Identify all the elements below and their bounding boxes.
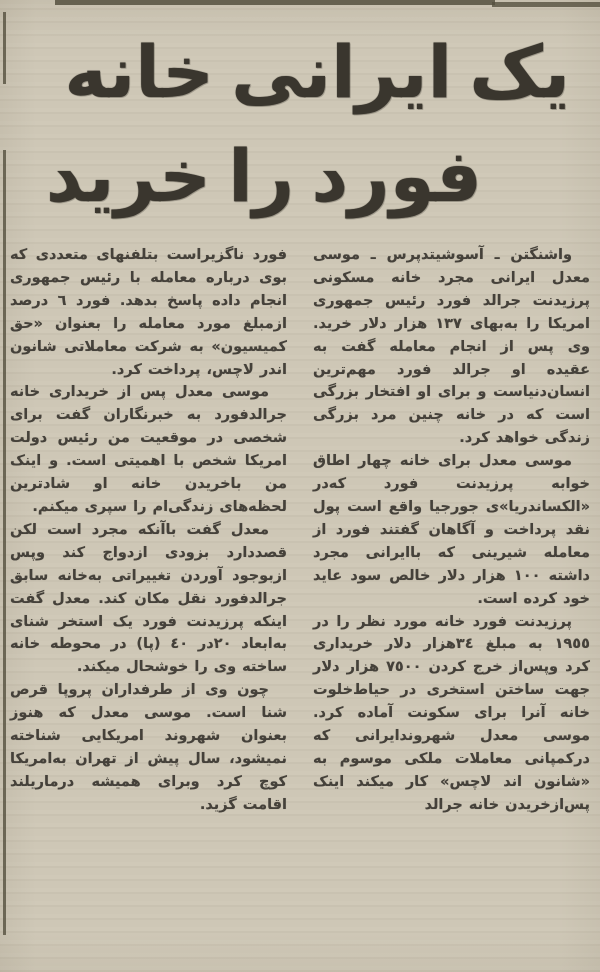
- article-body: [10, 244, 590, 817]
- left-column-rule-upper: [3, 12, 6, 84]
- headline-line-2: فورد را خرید: [45, 134, 482, 218]
- article-paragraph-continuation: فورد ناگزیراست بتلفنهای متعددی که بوی درباره معامله با رئیس جمهوری انجام داده پاسخ بدهد. فورد ٦ درصد ازمبلغ مورد معامله را بعنوان «حق کمیسیون» به شرکت معاملاتی شانون اندر لاچس، پرداخت کرد.: [10, 247, 287, 378]
- article-column-left: [10, 244, 287, 817]
- article-paragraph: معدل گفت باآنکه مجرد است لکن قصددارد بزودی ازدواج کند وپس ازبوجود آوردن تغییراتی به‌خانه سابق جرالدفورد نقل مکان کند. معدل گفت اینکه پرزیدنت فورد یک استخر شنای به‌ابعاد ٢٠در ٤٠ (پا) در محوطه خانه ساخته وی را خوشحال میکند.: [10, 521, 287, 676]
- article-paragraph: واشنگتن ـ آسوشیتدپرس ـ موسی معدل ایرانی مجرد خانه مسکونی پرزیدنت جرالد فورد رئیس جمهوری امریکا را به‌بهای ١٣٧ هزار دلار خرید. وی پس از انجام معامله گفت به عقیده او جرالد فورد مهم‌ترین انسان‌دنیاست و برای او افتخار بزرگی است که در خانه چنین مرد بزرگی زندگی خواهد کرد.: [313, 247, 590, 447]
- top-rule: [55, 0, 495, 5]
- article-paragraph: موسی معدل برای خانه چهار اطاق خوابه پرزیدنت فورد که‌در «الکساندریا»ی جورجیا واقع است پول نقد پرداخت و آگاهان گفتند فورد از معامله شیرینی که باایرانی مجرد داشته ١٠٠ هزار دلار خالص سود عاید خود کرده است.: [313, 453, 590, 607]
- left-column-rule-lower: [3, 150, 6, 935]
- top-rule-segment: [492, 2, 600, 7]
- headline-line-1: یک ایرانی خانه: [64, 30, 570, 114]
- article-paragraph: چون وی از طرفداران پروپا قرص شنا است. موسی معدل که هنوز بعنوان شهروند امریکایی شناخته نمیشود، سال پیش از تهران به‌امریکا کوچ کرد وبرای همیشه درماریلند اقامت گزید.: [10, 682, 287, 813]
- article-column-right: [313, 244, 590, 817]
- article-paragraph: پرزیدنت فورد خانه مورد نظر را در ١٩٥٥ به مبلغ ٣٤هزار دلار خریداری کرد وپس‌از خرج کردن ٧٥٠٠ هزار دلار جهت ساختن استخری در حیاط‌خلوت خانه آنرا برای سکونت آماده کرد. موسی معدل شهروندایرانی که درکمپانی معاملات ملکی موسوم به «شانون اند لاچس» کار میکند اینک پس‌ازخریدن خانه جرالد: [313, 613, 590, 813]
- article-paragraph: موسی معدل پس از خریداری خانه جرالدفورد به خبرنگاران گفت برای شخصی در موقعیت من رئیس دولت امریکا شخص با اهمیتی است. و اینک من باخریدن خانه او شادترین لحظه‌های زندگی‌ام را سپری میکنم.: [10, 384, 287, 515]
- headline: [0, 0, 600, 228]
